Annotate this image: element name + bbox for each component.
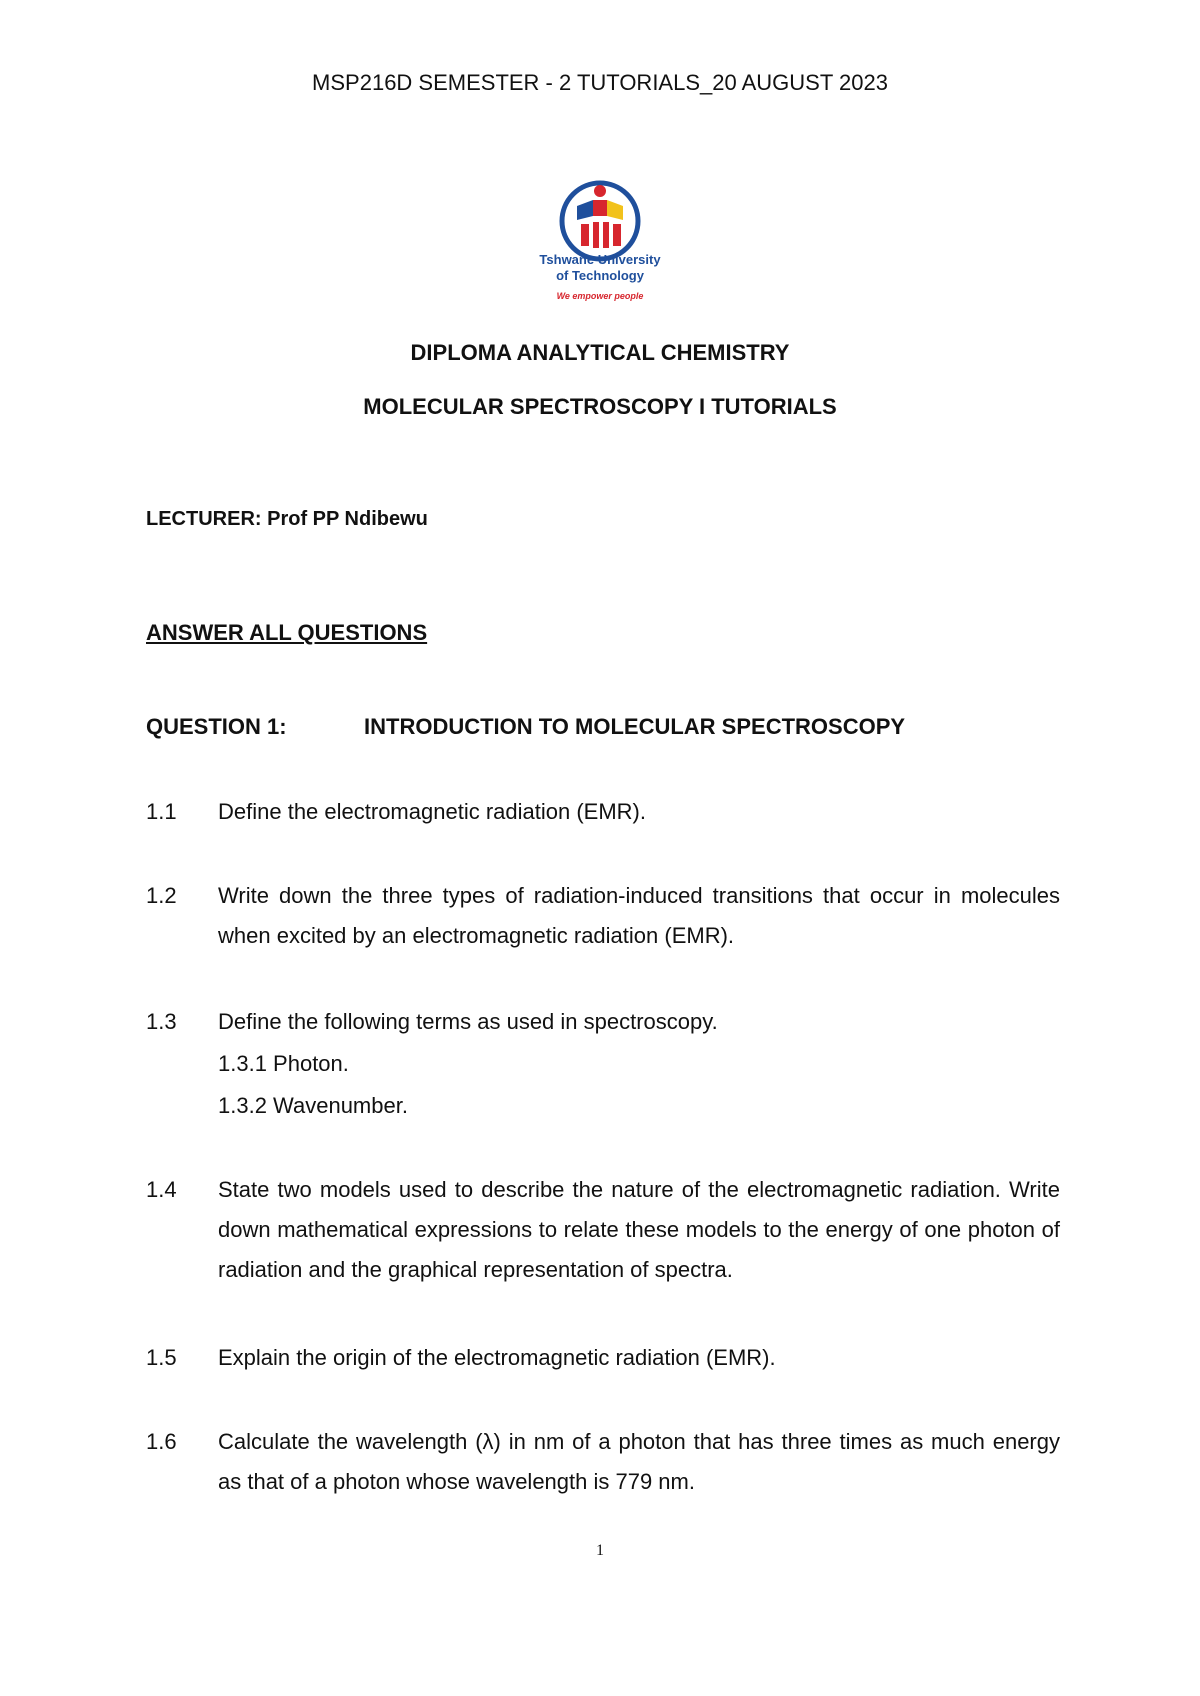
course-title: DIPLOMA ANALYTICAL CHEMISTRY <box>410 340 790 365</box>
page-number: 1 <box>596 1542 604 1559</box>
item-text: Explain the origin of the electromagnetic radiation (EMR). <box>218 1345 776 1370</box>
sub-item: 1.3.2 Wavenumber. <box>218 1093 408 1118</box>
module-title: MOLECULAR SPECTROSCOPY I TUTORIALS <box>363 394 837 419</box>
sub-item: 1.3.1 Photon. <box>218 1051 349 1076</box>
question-title: INTRODUCTION TO MOLECULAR SPECTROSCOPY <box>364 714 906 739</box>
logo-name-line1: Tshwane University <box>539 252 661 267</box>
item-text: Define the electromagnetic radiation (EMR). <box>218 799 646 824</box>
lecturer-line <box>146 508 428 531</box>
item-text: State two models used to describe the nature of the electromagnetic radiation. Write down mathematical expressions to relate these models to the energy of one photon of radiation and the graphical representation of spectra. <box>218 1177 1060 1282</box>
item-number: 1.2 <box>146 883 177 908</box>
logo-tagline: We empower people <box>556 291 644 301</box>
item-text: Write down the three types of radiation-induced transitions that occur in molecules when excited by an electromagnetic radiation (EMR). <box>218 883 1060 948</box>
item-text: Define the following terms as used in spectroscopy. <box>218 1009 718 1034</box>
instruction: ANSWER ALL QUESTIONS <box>146 620 428 645</box>
item-number: 1.6 <box>146 1429 177 1454</box>
lecturer-label: LECTURER: <box>146 508 262 530</box>
lecturer-name: Prof PP Ndibewu <box>267 508 428 530</box>
page-header: MSP216D SEMESTER - 2 TUTORIALS_20 AUGUST 2023 <box>312 70 888 95</box>
item-number: 1.1 <box>146 799 177 824</box>
item-text: Calculate the wavelength (λ) in nm of a photon that has three times as much energy as that of a photon whose wavelength is 779 nm. <box>218 1429 1060 1494</box>
item-number: 1.5 <box>146 1345 177 1370</box>
question-label: QUESTION 1: <box>146 714 287 739</box>
item-number: 1.3 <box>146 1009 177 1034</box>
logo-name-line2: of Technology <box>556 268 644 283</box>
item-number: 1.4 <box>146 1177 177 1202</box>
